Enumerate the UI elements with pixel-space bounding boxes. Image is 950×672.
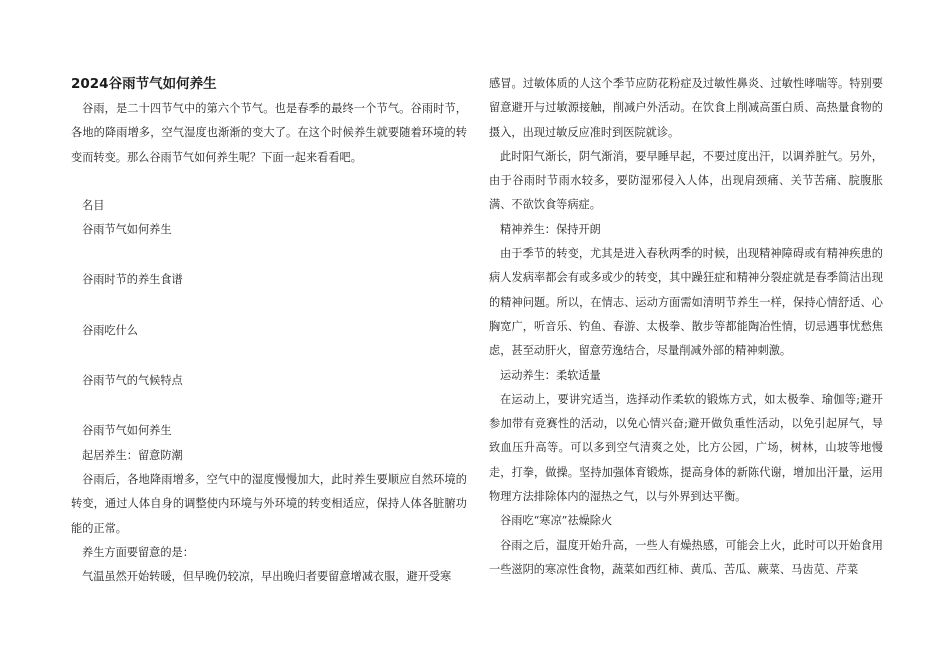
- toc-item[interactable]: 谷雨吃什么: [82, 323, 138, 337]
- diet-paragraph: 谷雨之后，温度开始升高，一些人有燥热感，可能会上火，此时可以开始食用一些滋阴的寒凉性食物，蔬菜如西红柿、黄瓜、苦瓜、蕨菜、马齿苋、芹菜: [489, 538, 883, 576]
- exercise-paragraph: 在运动上，要讲究适当，选择动作柔软的锻炼方式，如太极拳、瑜伽等;避开参加带有竞赛性的活动，以免心情兴奋;避开做负重性活动，以免引起屏气，导致血压升高等。可以多到空气清爽之处，比方公园，广场，树林，山坡等地慢走，打拳，做操。坚持加强体育锻炼，提高身体的新陈代谢，增加出汗量，运用物理方法排除体内的湿热之气，以与外界到达平衡。: [489, 392, 883, 504]
- subheading-living: 起居养生：留意防潮: [82, 448, 183, 462]
- toc-item[interactable]: 谷雨节气的气候特点: [82, 374, 183, 388]
- left-tail-paragraph: 气温虽然开始转暖，但早晚仍较凉，早出晚归者要留意增减衣服，避开受寒: [82, 570, 452, 584]
- left-column: [71, 97, 467, 589]
- section-title: 谷雨节气如何养生: [82, 424, 172, 438]
- subheading-mental: 精神养生：保持开朗: [500, 222, 601, 236]
- attention-heading: 养生方面要留意的是：: [82, 545, 194, 559]
- continued-paragraph: 感冒。过敏体质的人这个季节应防花粉症及过敏性鼻炎、过敏性哮喘等。特别要留意避开与过敏源接触，削减户外活动。在饮食上削减高蛋白质、高热量食物的摄入，出现过敏反应准时到医院就诊。: [489, 77, 883, 139]
- right-column: [489, 72, 883, 582]
- mental-paragraph: 由于季节的转变，尤其是进入春秋两季的时候，出现精神障碍或有精神疾患的病人发病率都会有或多或少的转变，其中躁狂症和精神分裂症就是春季简洁出现的精神问题。所以，在情志、运动方面需如清明节养生一样，保持心情舒适、心胸宽广，听音乐、钓鱼、春游、太极拳、散步等都能陶冶性情，切忌遇事忧愁焦虑，甚至动肝火，留意劳逸结合，尽量削减外部的精神刺激。: [489, 247, 883, 358]
- subheading-diet: 谷雨吃“寒凉”祛燥除火: [500, 514, 613, 528]
- toc-item[interactable]: 谷雨节气如何养生: [82, 223, 172, 237]
- living-paragraph: 谷雨后，各地降雨增多，空气中的湿度慢慢加大，此时养生要顺应自然环境的转变，通过人体自身的调整使内环境与外环境的转变相适应，保持人体各脏腑功能的正常。: [71, 472, 467, 535]
- toc-heading: 名目: [82, 198, 105, 212]
- yang-paragraph: 此时阳气渐长，阴气渐消，要早睡早起，不要过度出汗，以调养脏气。另外，由于谷雨时节雨水较多，要防湿邪侵入人体，出现肩颈痛、关节苦痛、脘腹胀满、不欲饮食等病症。: [489, 149, 883, 212]
- toc-item[interactable]: 谷雨时节的养生食谱: [82, 273, 183, 287]
- document-title: 2024谷雨节气如何养生: [71, 76, 217, 92]
- subheading-exercise: 运动养生：柔软适量: [500, 368, 601, 382]
- intro-paragraph: 谷雨，是二十四节气中的第六个节气。也是春季的最终一个节气。谷雨时节，各地的降雨增多，空气湿度也渐渐的变大了。在这个时候养生就要随着环境的转变而转变。那么谷雨节气如何养生呢？下面一起来看看吧。: [71, 102, 467, 164]
